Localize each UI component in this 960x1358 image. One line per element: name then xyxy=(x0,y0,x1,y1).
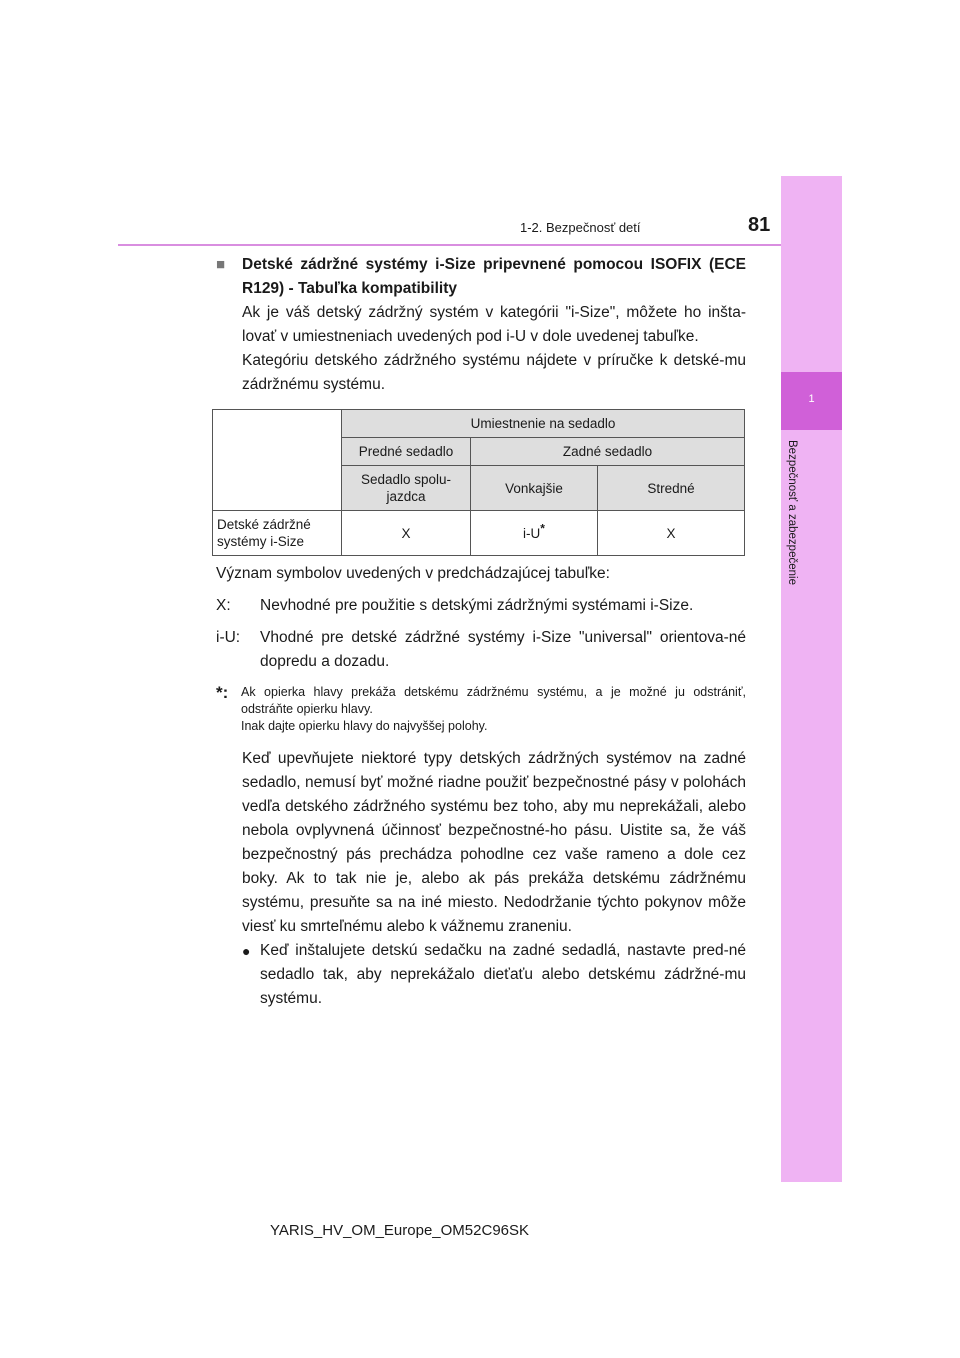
chapter-title: Bezpečnosť a zabezpečenie xyxy=(786,440,798,585)
page-content xyxy=(216,253,746,1011)
document-id: YARIS_HV_OM_Europe_OM52C96SK xyxy=(270,1222,530,1239)
legend-key-x: X: xyxy=(216,597,231,614)
intro-paragraph-2: Kategóriu detského zádržného systému nájdete v príručke k detské-mu zádržnému systému. xyxy=(242,352,746,393)
table-header-front-seat: Predné sedadlo xyxy=(342,438,471,466)
intro-paragraph-1: Ak je váš detský zádržný systém v kategórii "i-Size", môžete ho inšta-lovať v umiestneniach uvedených pod i-U v dole uvedenej tabuľke. xyxy=(242,304,746,345)
compatibility-table xyxy=(212,409,745,556)
legend-text-iu: Vhodné pre detské zádržné systémy i-Size "universal" orientova-né dopredu a dozadu. xyxy=(260,629,746,670)
section-title: 1-2. Bezpečnosť detí xyxy=(520,220,641,235)
chapter-number: 1 xyxy=(808,393,815,405)
table-header-rear-seat: Zadné sedadlo xyxy=(471,438,745,466)
table-header-front-passenger: Sedadlo spolu-jazdca xyxy=(342,466,471,511)
footnote-text-2: Inak dajte opierku hlavy do najvyššej polohy. xyxy=(241,719,488,733)
section-heading xyxy=(216,253,746,301)
table-corner-cell xyxy=(213,410,342,511)
header-divider xyxy=(118,244,781,246)
table-cell-front: X xyxy=(342,511,471,556)
chapter-sidebar xyxy=(781,176,842,1182)
bullet-item xyxy=(216,939,746,1011)
bullet-text: Keď inštalujete detskú sedačku na zadné sedadlá, nastavte pred-né sedadlo tak, aby neprekážalo dieťaťu alebo detskému zádržné-mu systému. xyxy=(260,942,746,1007)
page-number: 81 xyxy=(748,214,771,236)
table-cell-outer: i-U* xyxy=(471,511,598,556)
square-bullet-icon: ■ xyxy=(216,256,226,273)
table-header-outer: Vonkajšie xyxy=(471,466,598,511)
table-header-seat-position: Umiestnenie na sedadlo xyxy=(342,410,745,438)
footnote xyxy=(216,684,746,735)
footnote-text-1: Ak opierka hlavy prekáža detskému zádržnému systému, a je možné ju odstrániť, odstráňte opierku hlavy. xyxy=(241,685,746,716)
bullet-icon: ● xyxy=(242,943,251,959)
footnote-mark: * xyxy=(540,521,545,535)
legend-key-iu: i-U: xyxy=(216,629,241,646)
body-paragraph: Keď upevňujete niektoré typy detských zádržných systémov na zadné sedadlo, nemusí byť možné riadne použiť bezpečnostné pásy v polohách vedľa detského zádržného systému bez toho, aby mu neprekážali, alebo nebola ovplyvnená účinnosť bezpečnostné-ho pásu. Uistite sa, že váš bezpečnostný pás prechádza pohodlne cez vaše rameno a dole cez boky. Ak to tak nie je, alebo ak pás prekáža detskému zádržnému systému, presuňte sa na iné miesto. Nedodržanie týchto pokynov môže viesť ku smrteľnému alebo k vážnemu zraneniu. xyxy=(242,750,746,935)
legend-item-iu xyxy=(216,626,746,674)
section-heading-text: Detské zádržné systémy i-Size pripevnené pomocou ISOFIX (ECE R129) - Tabuľka kompatibility xyxy=(242,256,746,297)
legend-text-x: Nevhodné pre použitie s detskými zádržnými systémami i-Size. xyxy=(260,597,694,614)
footnote-key: *: xyxy=(216,683,229,702)
legend-intro: Význam symbolov uvedených v predchádzajúcej tabuľke: xyxy=(216,565,610,582)
legend-item-x xyxy=(216,594,746,618)
table-row-label: Detské zádržné systémy i-Size xyxy=(213,511,342,556)
table-header-middle: Stredné xyxy=(598,466,745,511)
table-cell-middle: X xyxy=(598,511,745,556)
